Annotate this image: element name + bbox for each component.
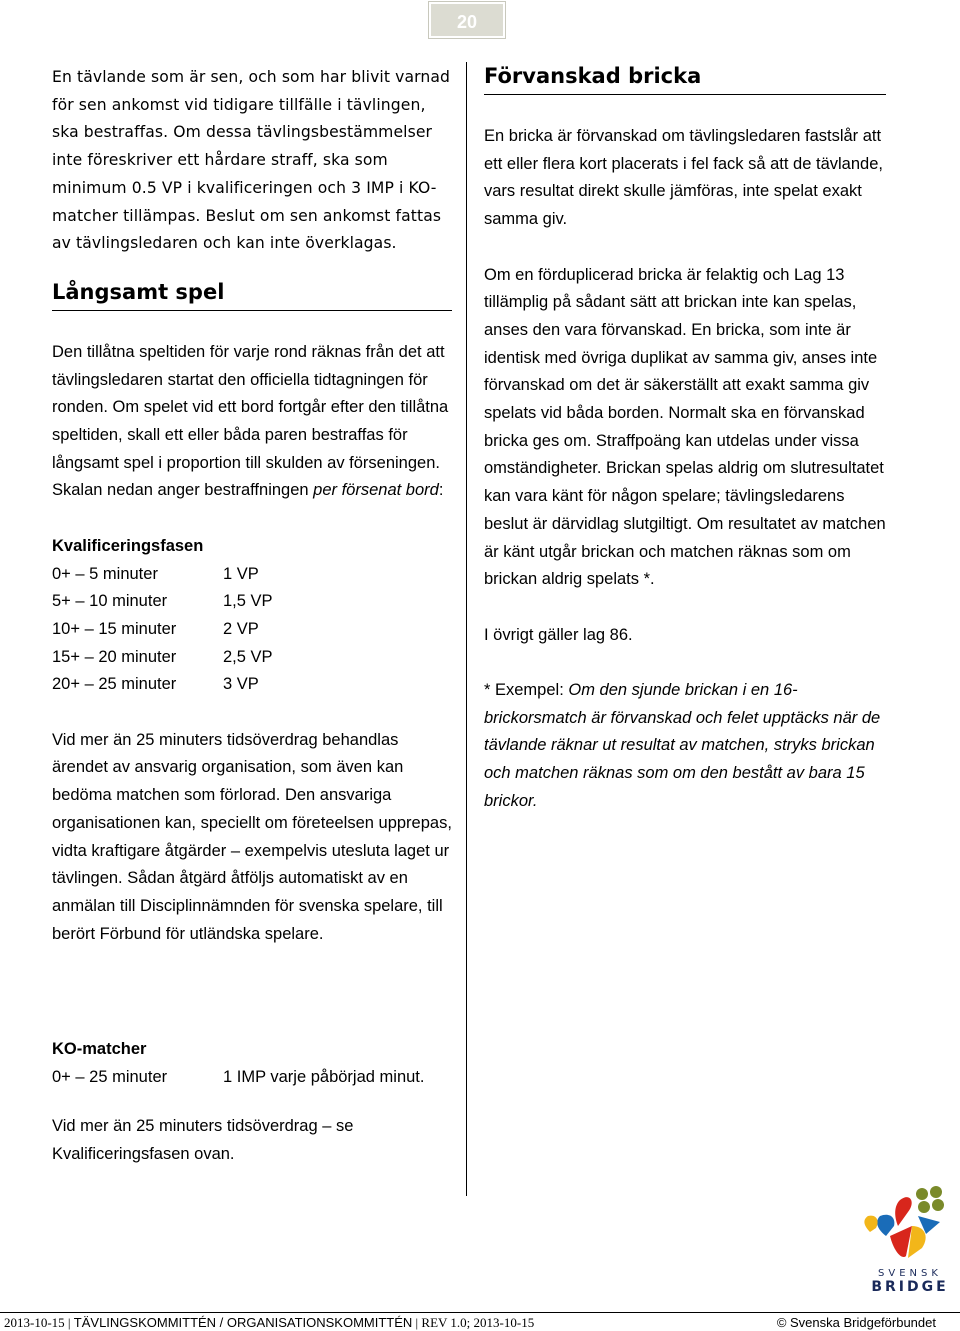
table-row	[52, 671, 452, 699]
logo-line-svensk: SVENSK	[878, 1268, 942, 1279]
example-text: Om den sjunde brickan i en 16-brickorsmatch är förvanskad och felet upptäcks när de tävlande räknar ut resultat av matchen, stryks brickan och matchen räknas som om den bestått av bara 15 brickor.	[484, 681, 881, 810]
right-column	[484, 64, 886, 816]
table-row	[52, 644, 452, 672]
intro-paragraph: En tävlande som är sen, och som har blivit varnad för sen ankomst vid tidigare tillfälle i tävlingen, ska bestraffas. Om dessa tävlingsbestämmelser inte föreskriver ett hårdare straff, ska som minimum 0.5 VP i kvalificeringen och 3 IMP i KO-matcher tillämpas. Beslut om sen ankomst fattas av tävlingsledaren och kan inte överklagas.	[52, 68, 450, 253]
footer-date: 2013-10-15	[4, 1315, 65, 1330]
penalty-cell: 1 IMP varje påbörjad minut.	[223, 1067, 425, 1086]
table-row	[52, 588, 452, 616]
example-label: * Exempel:	[484, 681, 569, 700]
slow-play-text: Den tillåtna speltiden för varje rond räknas från det att tävlingsledaren startat den officiella tidtagningen för ronden. Om spelet vid ett bord fortgår efter den tillåtna speltiden, skall ett eller båda paren bestraffas för långsamt spel i proportion till skulden av förseningen. Skalan nedan anger bestraffningen	[52, 342, 449, 500]
time-cell: 15+ – 20 minuter	[52, 647, 177, 666]
footer-committees: TÄVLINGSKOMMITTÉN / ORGANISATIONSKOMMITTÉN	[73, 1315, 413, 1330]
time-cell: 20+ – 25 minuter	[52, 675, 177, 694]
time-cell: 10+ – 15 minuter	[52, 619, 177, 638]
column-divider	[466, 62, 467, 1196]
slow-play-end: :	[438, 481, 444, 500]
logo-wordmark	[862, 1268, 958, 1295]
time-cell: 0+ – 25 minuter	[52, 1067, 168, 1086]
ko-heading: KO-matcher	[52, 1040, 147, 1058]
overtime-paragraph: Vid mer än 25 minuters tidsöverdrag behandlas ärendet av ansvarig organisation, som även kan bedöma matchen som förlorad. Den ansvariga organisationen kan, speciellt om företeelsen upprepas, vidta kraftigare åtgärder – exempelvis utesluta laget ur tävlingen. Sådan åtgärd åtföljs automatiskt av en anmälan till Disciplinnämnden för svenska spelare, till berört Förbund för utländska spelare.	[52, 730, 452, 943]
law-reference: I övrigt gäller lag 86.	[484, 625, 633, 644]
footer-revision: REV 1.0; 2013-10-15	[421, 1315, 535, 1330]
time-cell: 0+ – 5 minuter	[52, 564, 158, 583]
slow-play-paragraph	[52, 339, 452, 505]
table-row	[52, 1064, 472, 1092]
ko-section	[52, 1036, 472, 1169]
slow-play-heading: Långsamt spel	[52, 280, 452, 311]
penalty-cell: 2 VP	[223, 619, 259, 638]
penalty-cell: 1 VP	[223, 564, 259, 583]
fouled-board-heading: Förvanskad bricka	[484, 64, 886, 95]
slow-play-emphasis: per försenat bord	[313, 481, 439, 500]
logo-line-bridge: BRIDGE	[871, 1279, 949, 1295]
footer-copyright: © Svenska Bridgeförbundet	[776, 1315, 936, 1330]
qualification-heading: Kvalificeringsfasen	[52, 536, 204, 555]
fouled-board-paragraph: Om en förduplicerad bricka är felaktig och Lag 13 tillämplig på sådant sätt att brickan inte kan spelas, anses den vara förvanskad. En bricka, som inte är identisk med övriga duplikat av samma giv, anses inte förvanskad om det är säkerställt att exakt samma giv spelats vid båda borden. Normalt ska en förvanskad bricka ges om. Straffpoäng kan utdelas under vissa omständigheter. Brickan spelas aldrig om slutresultatet kan vara känt för någon spelare; tävlingsledarens beslut är därvidlag slutgiltigt. Om resultatet av matchen är känt utgår brickan och matchen räknas som om brickan aldrig spelats *.	[484, 265, 886, 589]
ko-overtime-paragraph: Vid mer än 25 minuters tidsöverdrag – se Kvalificeringsfasen ovan.	[52, 1117, 354, 1164]
penalty-cell: 2,5 VP	[223, 647, 273, 666]
page-footer	[0, 1312, 960, 1331]
footer-left: 2013-10-15 | TÄVLINGSKOMMITTÉN / ORGANISATIONSKOMMITTÉN | REV 1.0; 2013-10-15	[4, 1315, 535, 1330]
example-paragraph	[484, 677, 886, 816]
penalty-cell: 3 VP	[223, 675, 259, 694]
fouled-board-definition: En bricka är förvanskad om tävlingsledaren fastslår att ett eller flera kort placerats i fel fack så att de tävlande, vars resultat direkt skulle jämföras, inte spelat exakt samma giv.	[484, 127, 883, 229]
table-row	[52, 616, 452, 644]
time-cell: 5+ – 10 minuter	[52, 592, 168, 611]
left-column	[52, 64, 452, 948]
page-number: 20	[429, 2, 505, 38]
table-row	[52, 561, 452, 589]
qualification-table	[52, 561, 452, 700]
penalty-cell: 1,5 VP	[223, 592, 273, 611]
